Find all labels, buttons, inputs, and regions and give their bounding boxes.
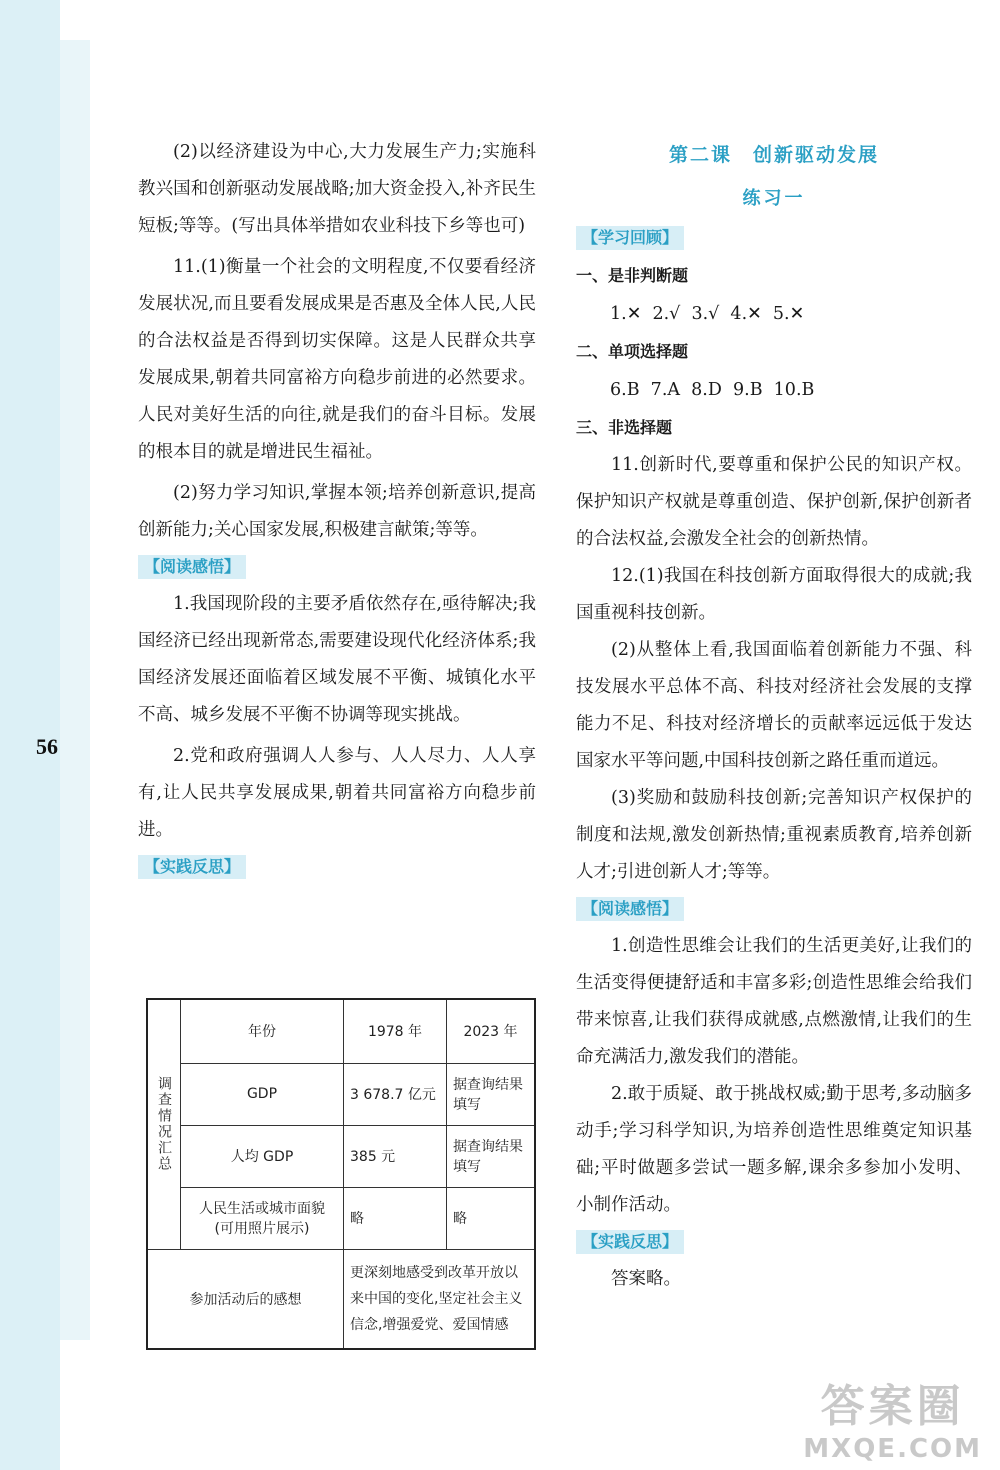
left-column — [138, 134, 536, 886]
right-paragraph: 11.创新时代,要尊重和保护公民的知识产权。保护知识产权就是尊重创造、保护创新,保护创新者的合法权益,会激发全社会的创新热情。 — [576, 455, 972, 549]
side-decoration-block — [60, 40, 90, 1340]
watermark-url: MXQE.COM — [803, 1434, 982, 1464]
left-paragraph: (2)以经济建设为中心,大力发展生产力;实施科教兴国和创新驱动发展战略;加大资金投入,补齐民生短板;等等。(写出具体举措如农业科技下乡等也可) — [138, 142, 536, 236]
section-heading: 三、非选择题 — [576, 418, 673, 437]
table-header: 2023 年 — [447, 999, 536, 1063]
watermark-logo — [803, 1370, 982, 1464]
reading-paragraph: 1.创造性思维会让我们的生活更美好,让我们的生活变得便捷舒适和丰富多彩;创造性思维会给我们带来惊喜,让我们获得成就感,点燃激情,让我们的生命充满活力,激发我们的潜能。 — [576, 936, 972, 1067]
survey-group-label: 调查情况汇总 — [147, 999, 181, 1249]
reading-paragraph: 2.党和政府强调人人参与、人人尽力、人人享有,让人民共享发展成果,朝着共同富裕方向稳步前进。 — [138, 746, 536, 840]
table-cell: 385 元 — [344, 1125, 447, 1187]
table-cell: 据查询结果填写 — [447, 1125, 536, 1187]
right-paragraph: (3)奖励和鼓励科技创新;完善知识产权保护的制度和法规,激发创新热情;重视素质教育,培养创新人才;引进创新人才;等等。 — [576, 788, 972, 882]
right-column — [576, 132, 972, 1298]
reading-paragraph: 1.我国现阶段的主要矛盾依然存在,亟待解决;我国经济已经出现新常态,需要建设现代化经济体系;我国经济发展还面临着区域发展不平衡、城镇化水平不高、城乡发展不平衡不协调等现实挑战。 — [138, 594, 536, 725]
answer-line: 6.B 7.A 8.D 9.B 10.B — [610, 380, 815, 400]
reading-tag: 【阅读感悟】 — [138, 555, 246, 579]
table-cell: 略 — [447, 1187, 536, 1249]
table-header: 年份 — [181, 999, 344, 1063]
survey-table — [146, 998, 536, 1350]
table-cell: 人民生活或城市面貌 (可用照片展示) — [181, 1187, 344, 1249]
practice-tag: 【实践反思】 — [576, 1230, 684, 1254]
watermark-text: 答案圈 — [820, 1381, 965, 1432]
reading-paragraph: 2.敢于质疑、敢于挑战权威;勤于思考,多动脑多动手;学习科学知识,为培养创造性思维奠定知识基础;平时做题多尝试一题多解,课余多参加小发明、小制作活动。 — [576, 1084, 972, 1215]
table-cell: GDP — [181, 1063, 344, 1125]
section-heading: 一、是非判断题 — [576, 266, 689, 285]
left-paragraph: (2)努力学习知识,掌握本领;培养创新意识,提高创新能力;关心国家发展,积极建言献策;等等。 — [138, 483, 536, 540]
review-tag: 【学习回顾】 — [576, 226, 684, 250]
section-heading: 二、单项选择题 — [576, 342, 689, 361]
table-cell: 3 678.7 亿元 — [344, 1063, 447, 1125]
left-paragraph: 11.(1)衡量一个社会的文明程度,不仅要看经济发展状况,而且要看发展成果是否惠及全体人民,人民的合法权益是否得到切实保障。这是人民群众共享发展成果,朝着共同富裕方向稳步前进的必然要求。人民对美好生活的向往,就是我们的奋斗目标。发展的根本目的就是增进民生福祉。 — [138, 257, 536, 462]
table-header: 1978 年 — [344, 999, 447, 1063]
practice-title: 练习一 — [742, 188, 806, 209]
practice-tag: 【实践反思】 — [138, 855, 246, 879]
answer-line: 1.✕ 2.√ 3.√ 4.✕ 5.✕ — [610, 304, 805, 324]
page-number: 56 — [36, 734, 58, 759]
feeling-text: 更深刻地感受到改革开放以来中国的变化,坚定社会主义信念,增强爱党、爱国情感 — [344, 1249, 536, 1349]
right-paragraph: (2)从整体上看,我国面临着创新能力不强、科技发展水平总体不高、科技对经济社会发展的支撑能力不足、科技对经济增长的贡献率远远低于发达国家水平等问题,中国科技创新之路任重而道远。 — [576, 640, 972, 771]
table-cell: 据查询结果填写 — [447, 1063, 536, 1125]
lesson-title: 第二课 创新驱动发展 — [668, 144, 879, 166]
right-paragraph: 12.(1)我国在科技创新方面取得很大的成就;我国重视科技创新。 — [576, 566, 972, 623]
feeling-label: 参加活动后的感想 — [147, 1249, 344, 1349]
table-cell: 略 — [344, 1187, 447, 1249]
table-cell: 人均 GDP — [181, 1125, 344, 1187]
reading-tag: 【阅读感悟】 — [576, 897, 684, 921]
practice-answer: 答案略。 — [611, 1269, 681, 1289]
